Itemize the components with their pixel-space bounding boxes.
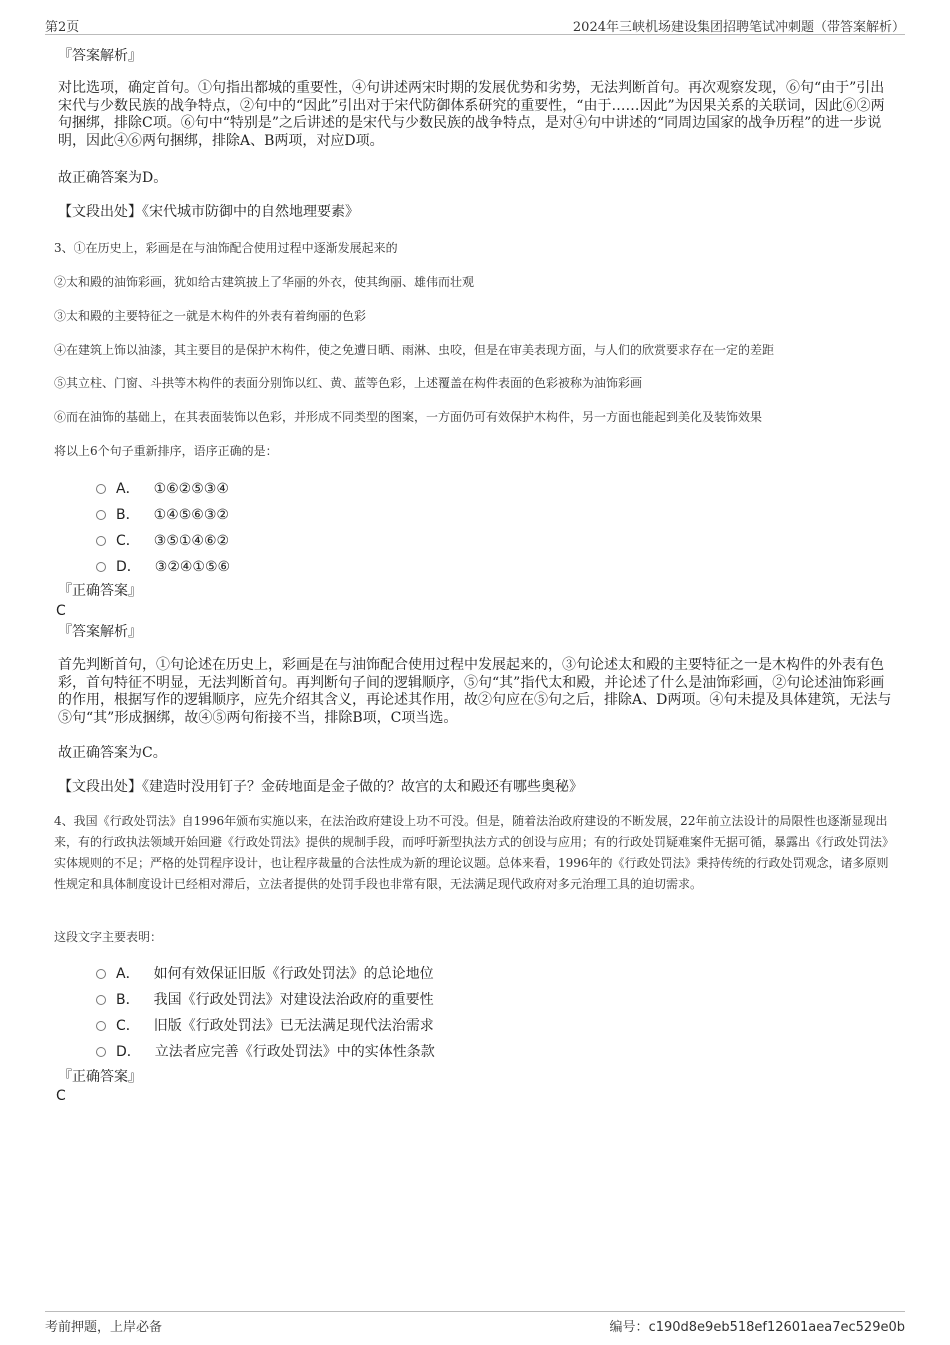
- radio-icon[interactable]: [96, 562, 106, 572]
- q3-option-a[interactable]: A． ①⑥②⑤③④: [96, 478, 229, 498]
- q2-analysis-text: 对比选项，确定首句。①句指出都城的重要性，④句讲述两宋时期的发展优势和劣势，无法判断首句。再次观察发现，⑥句“由于”引出宋代与少数民族的战争特点，②句中的“因此”引出对于宋代防御体系研究的重要性，“由于……因此”为因果关系的关联词，因此⑥②两句捆绑，排除C项。⑥句中“特别是”之后讲述的是宋代与少数民族的战争特点，是对④句中讲述的“同周边国家的战争历程”的进一步说明，因此④⑥两句捆绑，排除A、B两项，对应D项。: [58, 80, 885, 149]
- q3-option-d[interactable]: D． ③②④①⑤⑥: [96, 556, 230, 576]
- q3-option-c[interactable]: C． ③⑤①④⑥②: [96, 530, 229, 550]
- q3-sentence-2: ②太和殿的油饰彩画，犹如给古建筑披上了华丽的外衣，使其绚丽、雄伟而壮观: [54, 275, 475, 289]
- radio-icon[interactable]: [96, 536, 106, 546]
- page-header: [45, 14, 905, 35]
- q3-conclusion: 故正确答案为C。: [58, 745, 167, 761]
- q4-option-d[interactable]: D． 立法者应完善《行政处罚法》中的实体性条款: [96, 1041, 435, 1061]
- q3-sentence-4: ④在建筑上饰以油漆，其主要目的是保护木构件，使之免遭日晒、雨淋、虫咬，但是在审美表现方面，与人们的欣赏要求存在一定的差距: [54, 343, 775, 357]
- footer-slogan: 考前押题，上岸必备: [45, 1320, 163, 1335]
- q3-sentence-3: ③太和殿的主要特征之一就是木构件的外表有着绚丽的色彩: [54, 309, 367, 323]
- q4-answer: C: [56, 1088, 66, 1104]
- footer-code: 编号：c190d8e9eb518ef12601aea7ec529e0b: [609, 1320, 905, 1335]
- q3-answer-label: 『正确答案』: [58, 583, 142, 599]
- radio-icon[interactable]: [96, 510, 106, 520]
- page-footer: [45, 1311, 905, 1334]
- radio-icon[interactable]: [96, 1021, 106, 1031]
- q2-analysis-label: 『答案解析』: [58, 48, 142, 64]
- q4-answer-label: 『正确答案』: [58, 1069, 142, 1085]
- radio-icon[interactable]: [96, 1047, 106, 1057]
- q4-passage: 4、我国《行政处罚法》自1996年颁布实施以来，在法治政府建设上功不可没。但是，随着法治政府建设的不断发展，22年前立法设计的局限性也逐渐显现出来，有的行政执法领域开始回避《行政处罚法》提供的规制手段，而呼吁新型执法方式的创设与应用；有的行政处罚疑难案件无据可循，暴露出《行政处罚法》实体规则的不足；严格的处罚程序设计，也让程序裁量的合法性成为新的理论议题。总体来看，1996年的《行政处罚法》秉持传统的行政处罚观念，诸多原则性规定和具体制度设计已经相对滞后，立法者提供的处罚手段也非常有限，无法满足现代政府对多元治理工具的迫切需求。: [54, 814, 895, 891]
- q2-source: 【文段出处】《宋代城市防御中的自然地理要素》: [58, 204, 359, 220]
- q2-conclusion: 故正确答案为D。: [58, 170, 168, 186]
- q3-analysis-label: 『答案解析』: [58, 624, 142, 640]
- q4-option-a[interactable]: A． 如何有效保证旧版《行政处罚法》的总论地位: [96, 963, 434, 983]
- radio-icon[interactable]: [96, 484, 106, 494]
- q3-sentence-5: ⑤其立柱、门窗、斗拱等木构件的表面分别饰以红、黄、蓝等色彩，上述覆盖在构件表面的色彩被称为油饰彩画: [54, 376, 643, 390]
- q3-sentence-6: ⑥而在油饰的基础上，在其表面装饰以色彩，并形成不同类型的图案，一方面仍可有效保护木构件，另一方面也能起到美化及装饰效果: [54, 410, 763, 424]
- q3-answer: C: [56, 603, 66, 619]
- q3-option-b[interactable]: B． ①④⑤⑥③②: [96, 504, 229, 524]
- q4-option-c[interactable]: C． 旧版《行政处罚法》已无法满足现代法治需求: [96, 1015, 434, 1035]
- document-title: 2024年三峡机场建设集团招聘笔试冲刺题（带答案解析）: [572, 20, 905, 35]
- q3-sentence-1: 3、①在历史上，彩画是在与油饰配合使用过程中逐渐发展起来的: [54, 241, 398, 255]
- radio-icon[interactable]: [96, 969, 106, 979]
- radio-icon[interactable]: [96, 995, 106, 1005]
- q3-analysis-text: 首先判断首句，①句论述在历史上，彩画是在与油饰配合使用过程中发展起来的，③句论述太和殿的主要特征之一是木构件的外表有色彩，首句特征不明显，无法判断首句。再判断句子间的逻辑顺序，⑤句“其”指代太和殿，并论述了什么是油饰彩画，②句论述油饰彩画的作用，根据写作的逻辑顺序，应先介绍其含义，再论述其作用，故②句应在⑤句之后，排除A、D两项。④句未提及具体建筑，无法与⑤句“其”形成捆绑，故④⑤两句衔接不当，排除B项，C项当选。: [58, 657, 892, 726]
- q4-option-b[interactable]: B． 我国《行政处罚法》对建设法治政府的重要性: [96, 989, 434, 1009]
- q4-prompt: 这段文字主要表明：: [54, 930, 163, 944]
- q3-source: 【文段出处】《建造时没用钉子？金砖地面是金子做的？故宫的太和殿还有哪些奥秘》: [58, 779, 583, 795]
- page-number: 第2页: [45, 20, 80, 35]
- q3-prompt: 将以上6个句子重新排序，语序正确的是：: [54, 444, 278, 458]
